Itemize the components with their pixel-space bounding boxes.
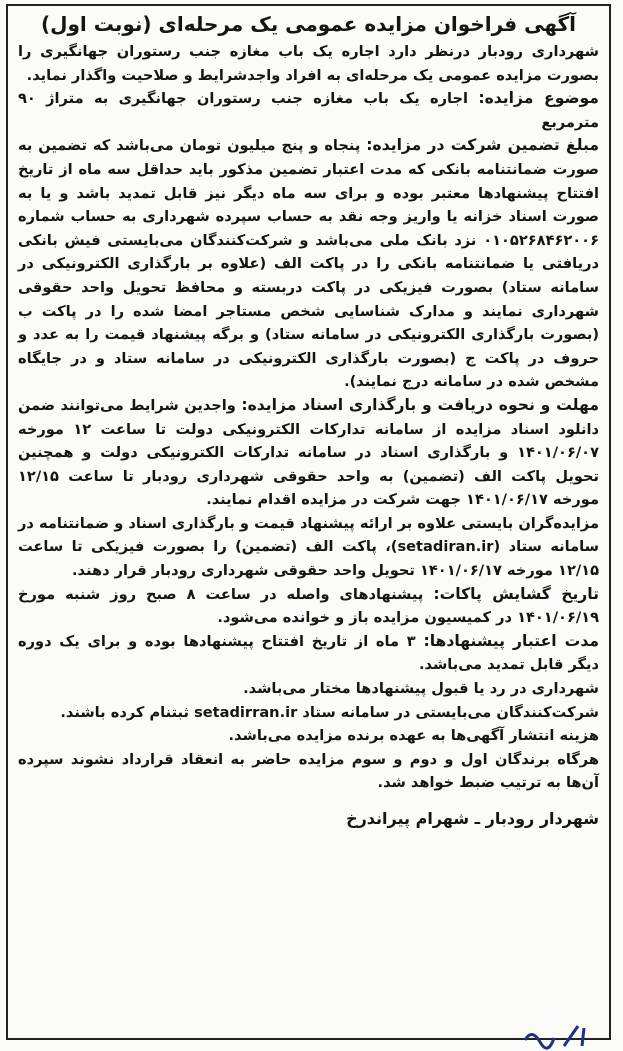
forfeit-paragraph: هرگاه برندگان اول و دوم و سوم مزایده حاضر به انعقاد قرارداد نشوند سپرده آن‌ها به ترتیب ضبط خواهد شد. (18, 750, 599, 792)
register-paragraph: شرکت‌کنندگان می‌بایستی در سامانه ستاد setadirran.ir ثبتنام کرده باشند. (60, 703, 599, 721)
opening-paragraph (18, 583, 599, 630)
guarantee-label: مبلغ تضمین شرکت در مزایده: (366, 136, 599, 155)
validity-text: ۳ ماه از تاریخ افتتاح پیشنهادها بوده و برای یک دوره دیگر قابل تمدید می‌باشد. (18, 632, 599, 674)
bidders-paragraph: مزایده‌گران بایستی علاوه بر ارائه پیشنهاد قیمت و بارگذاری اسناد و ضمانتنامه در سامانه ستاد (setadiran.ir)، پاکت الف (تضمین) را بصورت فیزیکی تا ساعت ۱۲/۱۵ مورخه ۱۴۰۱/۰۶/۱۷ تحویل واحد حقوقی شهرداری رودبار قرار دهند. (18, 514, 599, 580)
guarantee-paragraph (18, 134, 599, 394)
auction-notice (6, 4, 611, 1040)
deadline-label: مهلت و نحوه دریافت و بارگذاری اسناد مزایده: (241, 395, 599, 414)
guarantee-text: پنجاه و پنج میلیون تومان می‌باشد که تضمین به صورت ضمانتنامه بانکی که مدت اعتبار تضمین مذکور باید حداقل سه ماه از تاریخ افتتاح پیشنهادها معتبر بوده و برای سه ماه دیگر نیز قابل تمدید باشد و یا به صورت اسناد خزانه یا واریز وجه نقد به حساب سپرده شهرداری به حساب شماره ۰۱۰۵۲۶۸۴۶۲۰۰۶ نزد بانک ملی می‌باشد و شرکت‌کنندگان می‌بایستی فیش بانکی دریافتی یا ضمانتنامه بانکی را در پاکت الف (علاوه بر بارگذاری الکترونیکی در سامانه ستاد) بصورت فیزیکی در پاکت دربسته و محافظ تحویل واحد حقوقی شهرداری نمایند و مدارک شناسایی شخص مستاجر امضا شده را در پاکت ب (بصورت بارگذاری الکترونیکی در سامانه ستاد) و برگه پیشنهاد قیمت را به عدد و حروف در پاکت ج (بصورت بارگذاری الکترونیکی در سامانه ستاد و در جایگاه مشخص شده در سامانه درج نمایند). (18, 137, 599, 391)
rights-paragraph: شهرداری در رد یا قبول پیشنهادها مختار می‌باشد. (243, 680, 599, 698)
subject-label: موضوع مزایده: (478, 89, 599, 108)
signature-line: شهردار رودبار ـ شهرام پیراندرخ (346, 809, 599, 828)
subject-text: اجاره یک باب مغازه جنب رستوران جهانگیری به متراژ ۹۰ مترمربع (18, 90, 599, 131)
opening-label: تاریخ گشایش پاکات: (433, 584, 599, 603)
validity-paragraph (18, 630, 599, 677)
subject-paragraph (18, 87, 599, 134)
notice-title: آگهی فراخوان مزایده عمومی یک مرحله‌ای (نوبت اول) (40, 12, 577, 36)
deadline-paragraph (18, 394, 599, 512)
cost-paragraph: هزینه انتشار آگهی‌ها به عهده برنده مزایده می‌باشد. (228, 727, 599, 745)
validity-label: مدت اعتبار پیشنهادها: (423, 631, 599, 650)
opening-text: پیشنهادهای واصله در ساعت ۸ صبح روز شنبه مورخ ۱۴۰۱/۰۶/۱۹ در کمیسیون مزایده باز و خوانده می‌شود. (18, 585, 599, 627)
intro-paragraph: شهرداری رودبار درنظر دارد اجاره یک باب مغازه جنب رستوران جهانگیری را بصورت مزایده عمومی یک مرحله‌ای به افراد واجدشرایط و صلاحیت واگذار نماید. (18, 43, 599, 84)
deadline-text: واجدین شرایط می‌توانند ضمن دانلود اسناد مزایده از سامانه تدارکات الکترونیکی دولت تا ساعت ۱۲ مورخه ۱۴۰۱/۰۶/۰۷ و بارگذاری اسناد در سامانه تدارکات الکترونیکی دولت و همچنین تحویل پاکت الف (تضمین) به واحد حقوقی شهرداری رودبار تا ساعت ۱۲/۱۵ مورخه ۱۴۰۱/۰۶/۱۷ جهت شرکت در مزایده اقدام نمایند. (18, 396, 599, 509)
handwritten-mark-icon (520, 1020, 600, 1050)
